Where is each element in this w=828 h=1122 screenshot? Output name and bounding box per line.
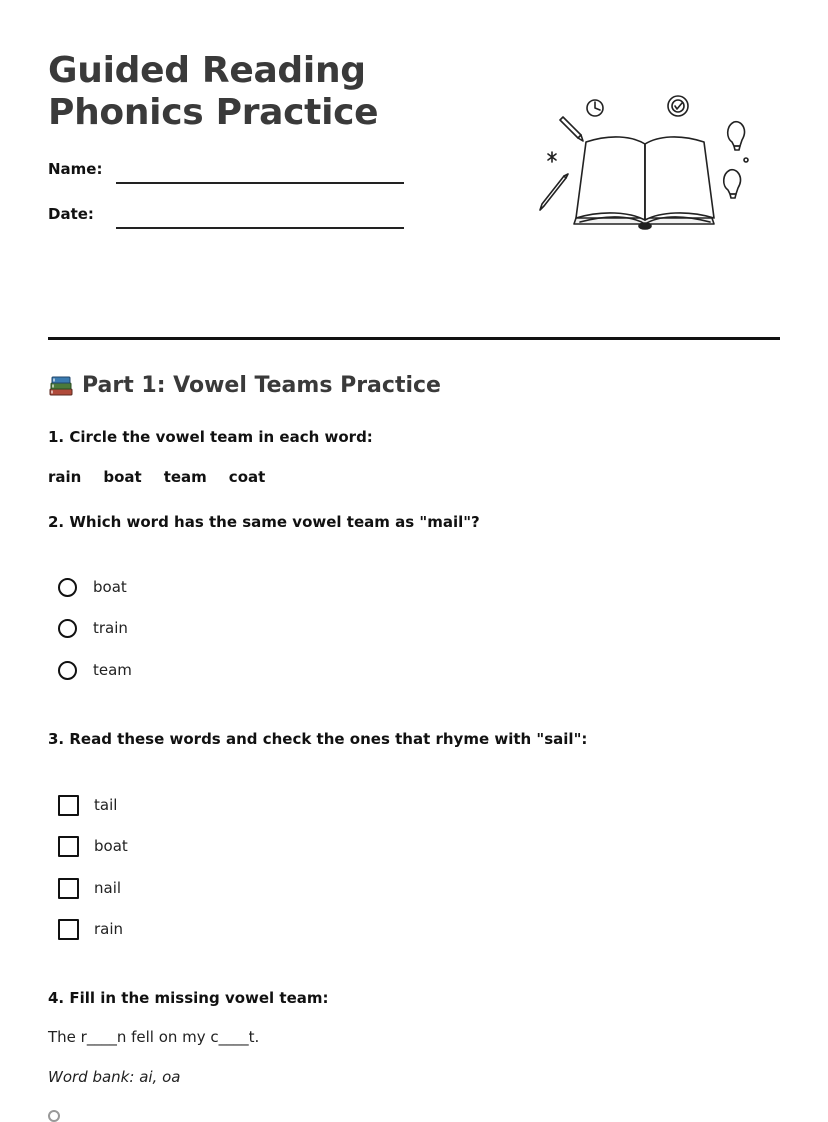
question-3-option-boat[interactable] [58, 834, 128, 858]
checkbox[interactable] [58, 795, 79, 816]
question-3-option-rain[interactable] [58, 917, 123, 941]
circle-word-boat[interactable]: boat [103, 468, 142, 486]
circle-word-team[interactable]: team [163, 468, 207, 486]
checkbox[interactable] [58, 919, 79, 940]
page-title: Guided Reading Phonics Practice [48, 50, 379, 133]
question-2-option-boat[interactable] [58, 575, 127, 599]
circle-word-rain[interactable]: rain [48, 468, 82, 486]
question-2-prompt: 2. Which word has the same vowel team as "mail"? [48, 513, 480, 531]
radio-button[interactable] [58, 619, 77, 638]
question-3-prompt: 3. Read these words and check the ones that rhyme with "sail": [48, 730, 588, 748]
part1-heading [48, 372, 441, 398]
next-item-marker [48, 1110, 60, 1122]
books-icon [48, 372, 74, 398]
option-label: rain [94, 920, 124, 938]
question-4-prompt: 4. Fill in the missing vowel team: [48, 989, 329, 1007]
question-2-option-team[interactable] [58, 658, 132, 682]
radio-button[interactable] [58, 661, 77, 680]
option-label: nail [94, 879, 122, 897]
name-label: Name: [48, 160, 103, 178]
radio-button[interactable] [58, 578, 77, 597]
option-label: tail [94, 796, 118, 814]
name-field[interactable] [48, 160, 408, 190]
date-write-line[interactable] [116, 227, 404, 229]
date-field[interactable] [48, 205, 408, 235]
name-write-line[interactable] [116, 182, 404, 184]
question-4-word-bank: Word bank: ai, oa [48, 1068, 181, 1086]
date-label: Date: [48, 205, 94, 223]
question-1-word-list [48, 468, 265, 486]
option-label: boat [94, 837, 128, 855]
question-4-sentence: The r____n fell on my c____t. [48, 1028, 260, 1046]
checkbox[interactable] [58, 878, 79, 899]
section-divider [48, 337, 780, 340]
circle-word-coat[interactable]: coat [228, 468, 266, 486]
part1-heading-text: Part 1: Vowel Teams Practice [82, 372, 441, 398]
option-label: boat [93, 578, 127, 596]
question-3-option-tail[interactable] [58, 793, 117, 817]
open-book-illustration [530, 90, 760, 240]
question-1-prompt: 1. Circle the vowel team in each word: [48, 428, 373, 446]
question-3-option-nail[interactable] [58, 876, 121, 900]
question-2-option-train[interactable] [58, 616, 128, 640]
checkbox[interactable] [58, 836, 79, 857]
option-label: train [93, 619, 128, 637]
option-label: team [93, 661, 132, 679]
